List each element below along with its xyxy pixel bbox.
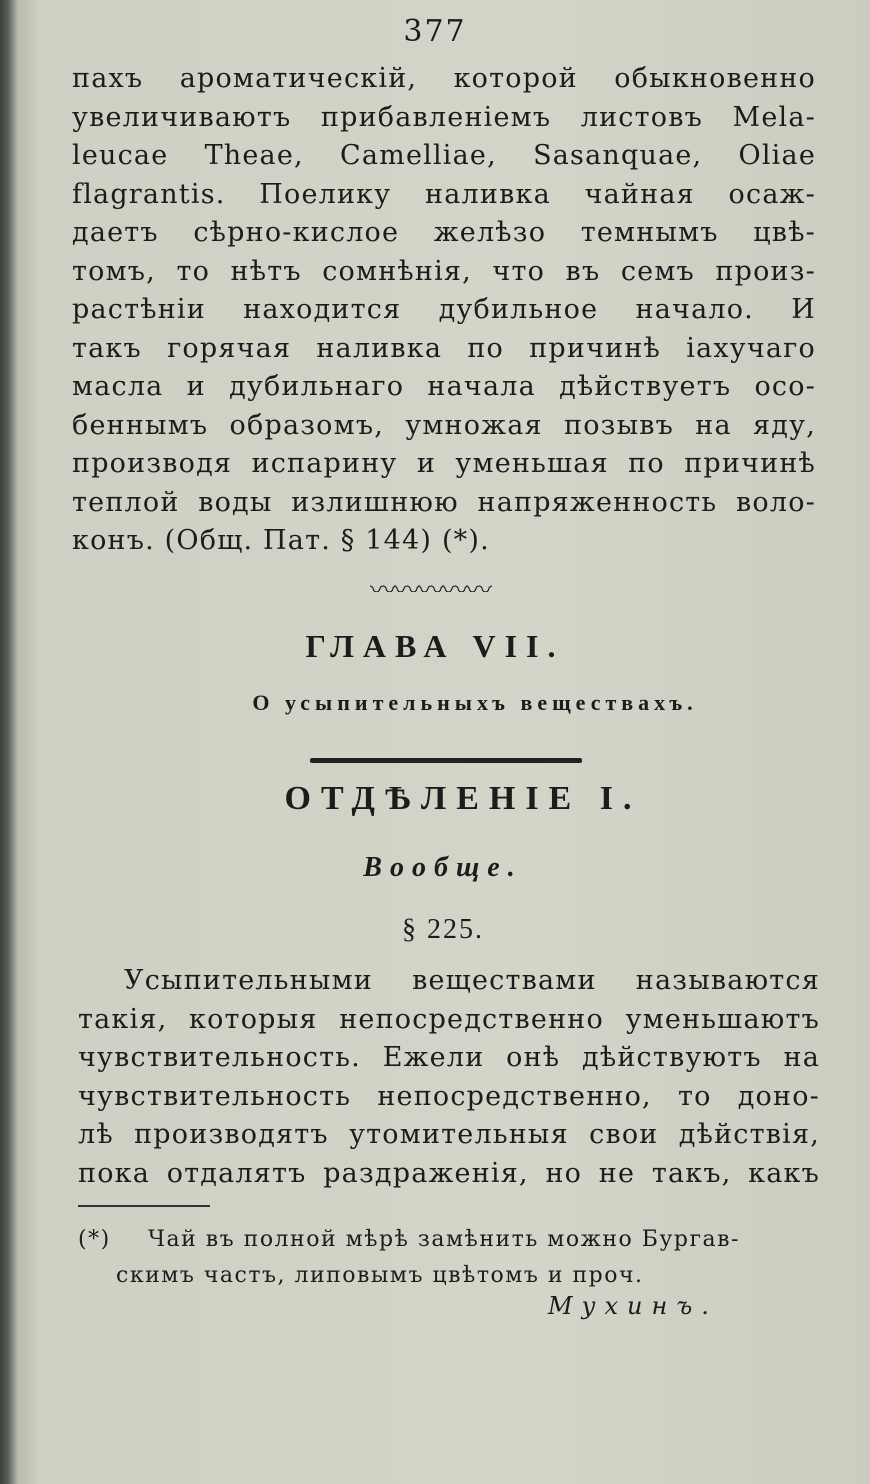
- text-line: flagrantis. Поелику наливка чайная осаж-: [72, 178, 816, 210]
- text-line: лѣ производятъ утомительныя свои дѣйствія,: [78, 1119, 820, 1150]
- text-line: leucae Theae, Camelliae, Sasanquae, Oliae: [72, 140, 816, 171]
- text-line: даетъ сѣрно-кислое желѣзо темнымъ цвѣ-: [72, 217, 816, 248]
- text-line: растѣніи находится дубильное начало. И: [72, 294, 816, 325]
- text-line: беннымъ образомъ, умножая позывъ на яду,: [72, 409, 816, 441]
- footnote-line: [78, 1222, 818, 1258]
- paragraph-continued: [72, 60, 816, 561]
- text-line: чувствительность. Ежели онѣ дѣйствуютъ на: [78, 1042, 820, 1073]
- text-line: производя испарину и уменьшая по причинѣ: [72, 448, 816, 479]
- text-line: томъ, то нѣтъ сомнѣнія, что въ семъ произ-: [72, 255, 816, 287]
- text-line: масла и дубильнаго начала дѣйствуетъ осо-: [72, 371, 816, 402]
- page-number: 377: [403, 14, 467, 49]
- section-title: ОТДѢЛЕНІЕ I.: [284, 780, 642, 817]
- text-line: чувствительность непосредственно, то доно-: [78, 1080, 820, 1112]
- text-line: пока отдалятъ раздраженія, но не такъ, какъ: [78, 1157, 820, 1189]
- text-line: пахъ ароматическій, которой обыкновенно: [72, 63, 816, 94]
- chapter-title: ГЛАВА VII.: [305, 628, 565, 664]
- text-line: конъ. (Общ. Пат. § 144) (*).: [72, 525, 490, 556]
- footnote-text: Чай въ полной мѣрѣ замѣнить можно Бургав-: [148, 1227, 740, 1252]
- text-line: увеличиваютъ прибавленіемъ листовъ Mela-: [72, 101, 816, 133]
- section-subtitle: Вообще.: [363, 852, 523, 883]
- text-line: Усыпительными веществами называются: [124, 965, 820, 996]
- footnote-line: скимъ частъ, липовымъ цвѣтомъ и проч.: [116, 1263, 644, 1288]
- section-rule: [310, 758, 582, 763]
- text-line: такія, которыя непосредственно уменьшаютъ: [78, 1003, 820, 1035]
- footnote-rule: [78, 1205, 210, 1207]
- footnote: [78, 1222, 818, 1294]
- paragraph-body: [78, 962, 820, 1193]
- text-line: теплой воды излишнюю напряженность воло-: [72, 486, 816, 518]
- footnote-marker: (*): [78, 1227, 111, 1252]
- footnote-signature: Мухинъ.: [548, 1292, 718, 1320]
- text-line: такъ горячая наливка по причинѣ іахучаго: [72, 332, 816, 364]
- paragraph-number: § 225.: [402, 914, 484, 945]
- chapter-subtitle: О усыпительныхъ веществахъ.: [252, 690, 698, 715]
- ornamental-divider: 〰〰〰〰〰: [369, 576, 490, 592]
